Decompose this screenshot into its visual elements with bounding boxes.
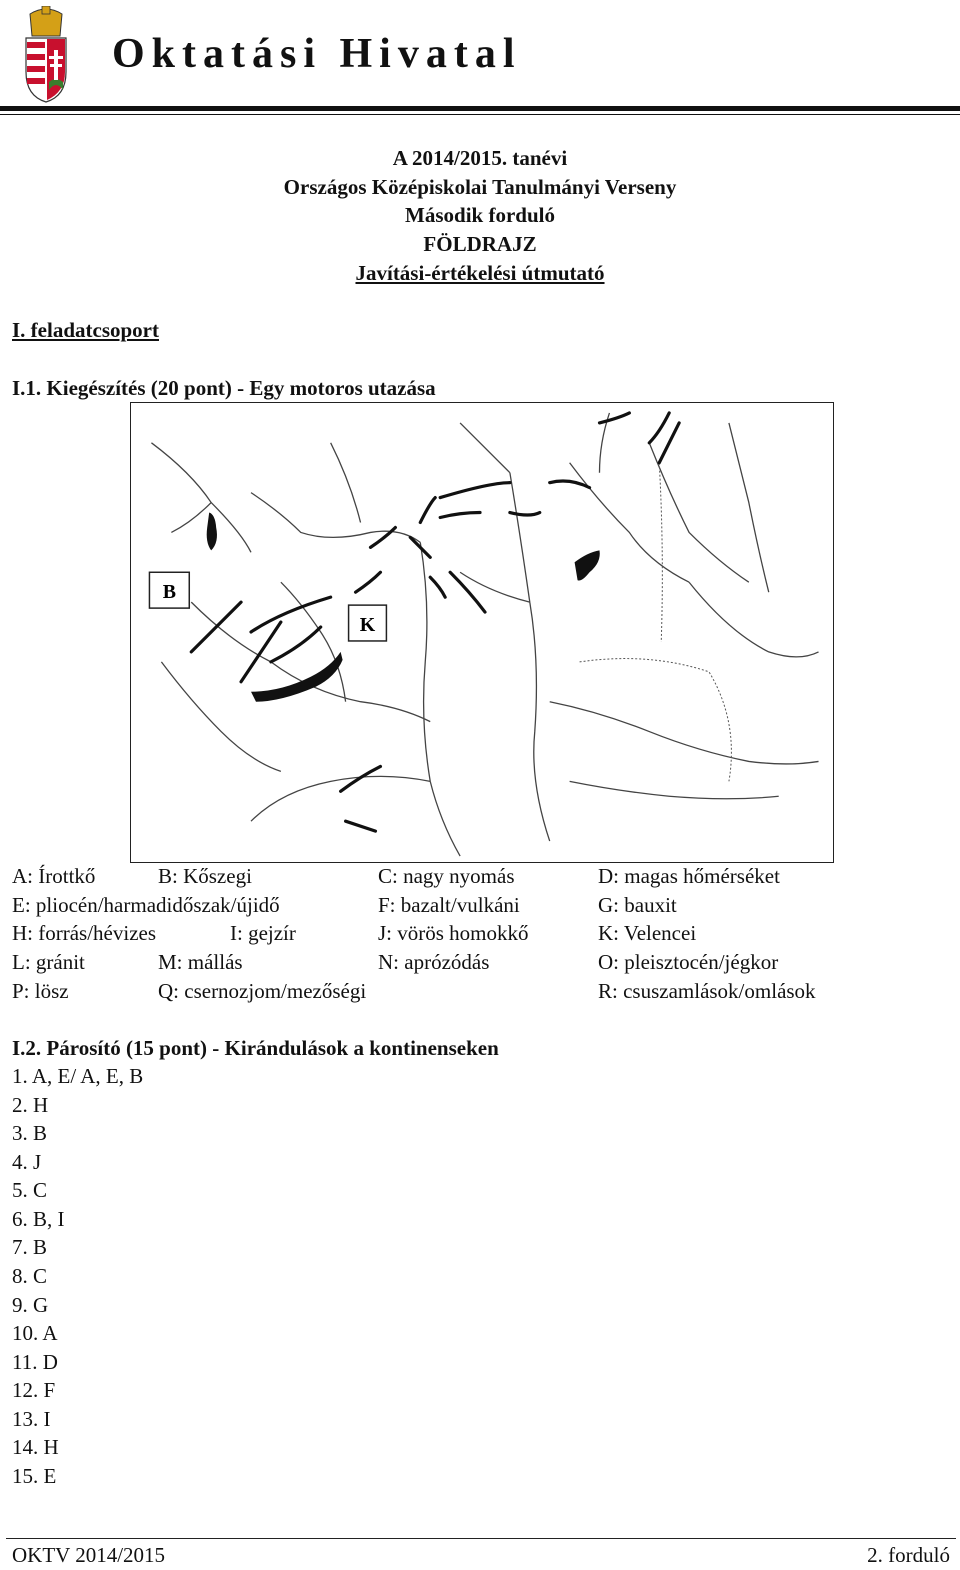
legend-item: B: Kőszegi (158, 864, 252, 888)
legend-item: P: lösz (12, 979, 69, 1003)
legend-item: M: mállás (158, 950, 243, 974)
answer-item: 12. F (12, 1378, 56, 1402)
footer-right: 2. forduló (867, 1543, 950, 1567)
footer-rule (6, 1538, 956, 1539)
answer-item: 14. H (12, 1435, 59, 1459)
rivers (151, 413, 818, 856)
answer-item: 13. I (12, 1407, 51, 1431)
legend-item: I: gejzír (230, 921, 296, 945)
title-round: Második forduló (405, 203, 555, 227)
task2-heading: I.2. Párosító (15 pont) - Kirándulások a kontinenseken (12, 1036, 499, 1060)
coat-of-arms-logo (20, 6, 72, 104)
section-heading: I. feladatcsoport (12, 318, 159, 342)
legend-item: E: pliocén/harmadidőszak/újidő (12, 893, 280, 917)
title-subject: FÖLDRAJZ (423, 232, 537, 256)
lakes (207, 513, 600, 702)
legend-item: D: magas hőmérséket (598, 864, 780, 888)
map-label-b: B (162, 581, 177, 604)
legend-item: H: forrás/hévizes (12, 921, 157, 945)
answer-item: 7. B (12, 1235, 48, 1259)
answer-item: 11. D (12, 1350, 58, 1374)
mountain-ranges (191, 413, 679, 831)
legend-item: J: vörös homokkő (378, 921, 529, 945)
answer-item: 1. A, E/ A, E, B (12, 1064, 144, 1088)
title-guide (0, 261, 960, 286)
title-guide-text: Javítási-értékelési útmutató (355, 261, 605, 285)
legend-item: R: csuszamlások/omlások (598, 979, 816, 1003)
header-rule-thin (0, 114, 960, 115)
legend-item: O: pleisztocén/jégkor (598, 950, 779, 974)
legend-item: G: bauxit (598, 893, 677, 917)
legend-item: N: aprózódás (378, 950, 490, 974)
legend-item: F: bazalt/vulkáni (378, 893, 520, 917)
legend-item: Q: csernozjom/mezőségi (158, 979, 367, 1003)
hungary-map (130, 402, 834, 863)
answer-item: 2. H (12, 1093, 49, 1117)
footer-left: OKTV 2014/2015 (12, 1543, 166, 1567)
answer-item: 5. C (12, 1178, 48, 1202)
title-year: A 2014/2015. tanévi (392, 146, 568, 170)
answer-item: 8. C (12, 1264, 48, 1288)
answer-item: 4. J (12, 1150, 42, 1174)
answer-item: 9. G (12, 1293, 49, 1317)
answer-item: 10. A (12, 1321, 58, 1345)
answer-item: 15. E (12, 1464, 57, 1488)
legend-item: A: Írottkő (12, 864, 96, 888)
legend-item: K: Velencei (598, 921, 697, 945)
header-rule-thick (0, 106, 960, 111)
map-label-k: K (359, 614, 376, 637)
answer-item: 3. B (12, 1121, 48, 1145)
answer-item: 6. B, I (12, 1207, 65, 1231)
task1-heading: I.1. Kiegészítés (20 pont) - Egy motoros utazása (12, 376, 436, 400)
brand-title: Oktatási Hivatal (112, 31, 522, 77)
legend-item: C: nagy nyomás (378, 864, 515, 888)
legend-item: L: gránit (12, 950, 85, 974)
title-competition: Országos Középiskolai Tanulmányi Verseny (283, 175, 677, 199)
